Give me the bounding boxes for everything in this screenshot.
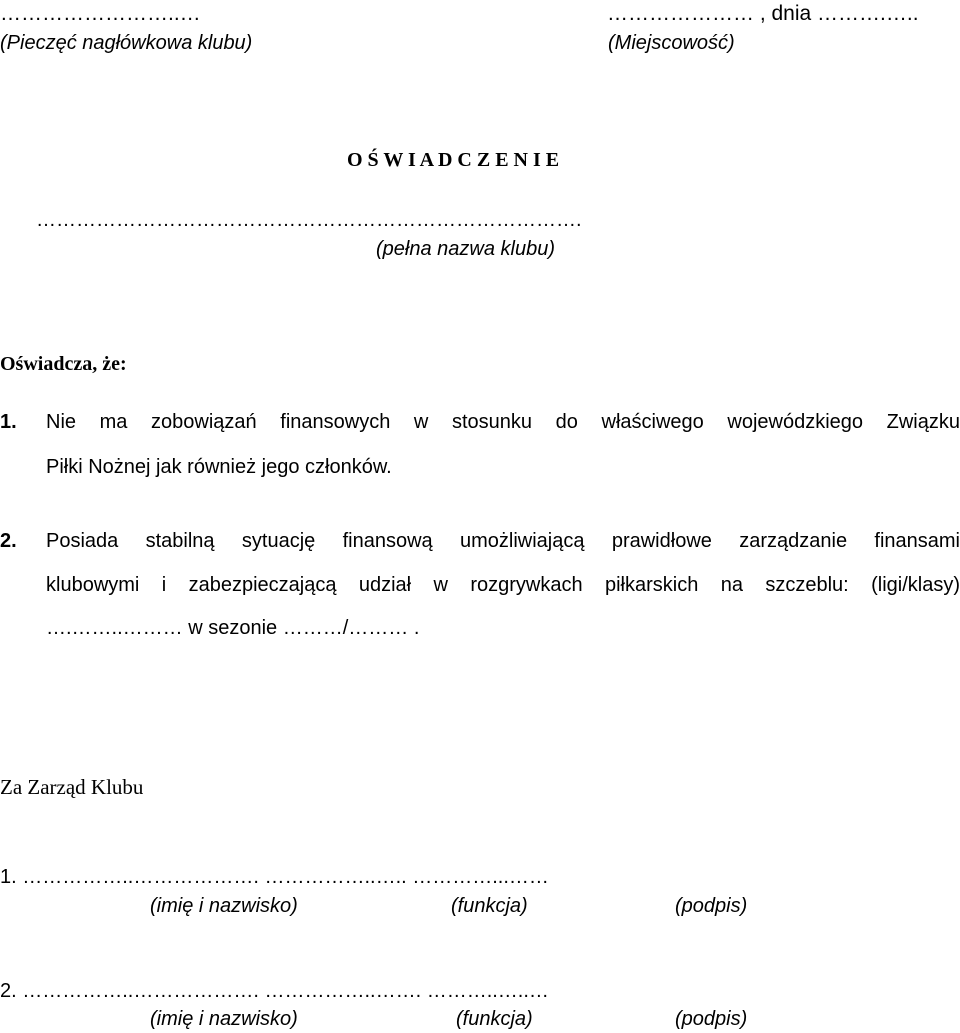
signature-2-signature-label: (podpis) — [675, 1008, 748, 1030]
signature-1-line: 1. ……………..………………. ……………..….. …………...…… — [0, 866, 549, 888]
signature-1-function-label: (funkcja) — [451, 895, 528, 917]
board-heading: Za Zarząd Klubu — [0, 775, 144, 799]
point-1-number: 1. — [0, 411, 17, 433]
place-date-line: ………………… , dnia ……….….. — [607, 2, 919, 25]
signature-1-name-label: (imię i nazwisko) — [150, 895, 298, 917]
point-2-line-2: klubowymi i zabezpieczającą udział w rozgrywkach piłkarskich na szczeblu: (ligi/klasy) — [46, 574, 960, 596]
signature-1-signature-label: (podpis) — [675, 895, 748, 917]
signature-2-line: 2. ……………..………………. ……………..……. ………..…..… — [0, 980, 549, 1002]
signature-2-name-label: (imię i nazwisko) — [150, 1008, 298, 1030]
stamp-label: (Pieczęć nagłówkowa klubu) — [0, 32, 253, 54]
club-name-label: (pełna nazwa klubu) — [376, 238, 555, 260]
stamp-dots: ……………………..… — [0, 2, 201, 25]
point-1-line-1: Nie ma zobowiązań finansowych w stosunku do właściwego wojewódzkiego Związku — [46, 411, 960, 433]
point-2-line-1: Posiada stabilną sytuację finansową umożliwiającą prawidłowe zarządzanie finansami — [46, 530, 960, 552]
point-2-number: 2. — [0, 530, 17, 552]
club-name-dots: ………………………………………………………………………. — [36, 209, 582, 231]
point-1-line-2: Piłki Nożnej jak również jego członków. — [46, 456, 392, 478]
point-2-line-3: ….……..……… w sezonie ………/……… . — [46, 617, 420, 639]
document-title: O Ś W I A D C Z E N I E — [347, 149, 560, 171]
place-label: (Miejscowość) — [608, 32, 735, 54]
declares-heading: Oświadcza, że: — [0, 353, 127, 375]
signature-2-function-label: (funkcja) — [456, 1008, 533, 1030]
